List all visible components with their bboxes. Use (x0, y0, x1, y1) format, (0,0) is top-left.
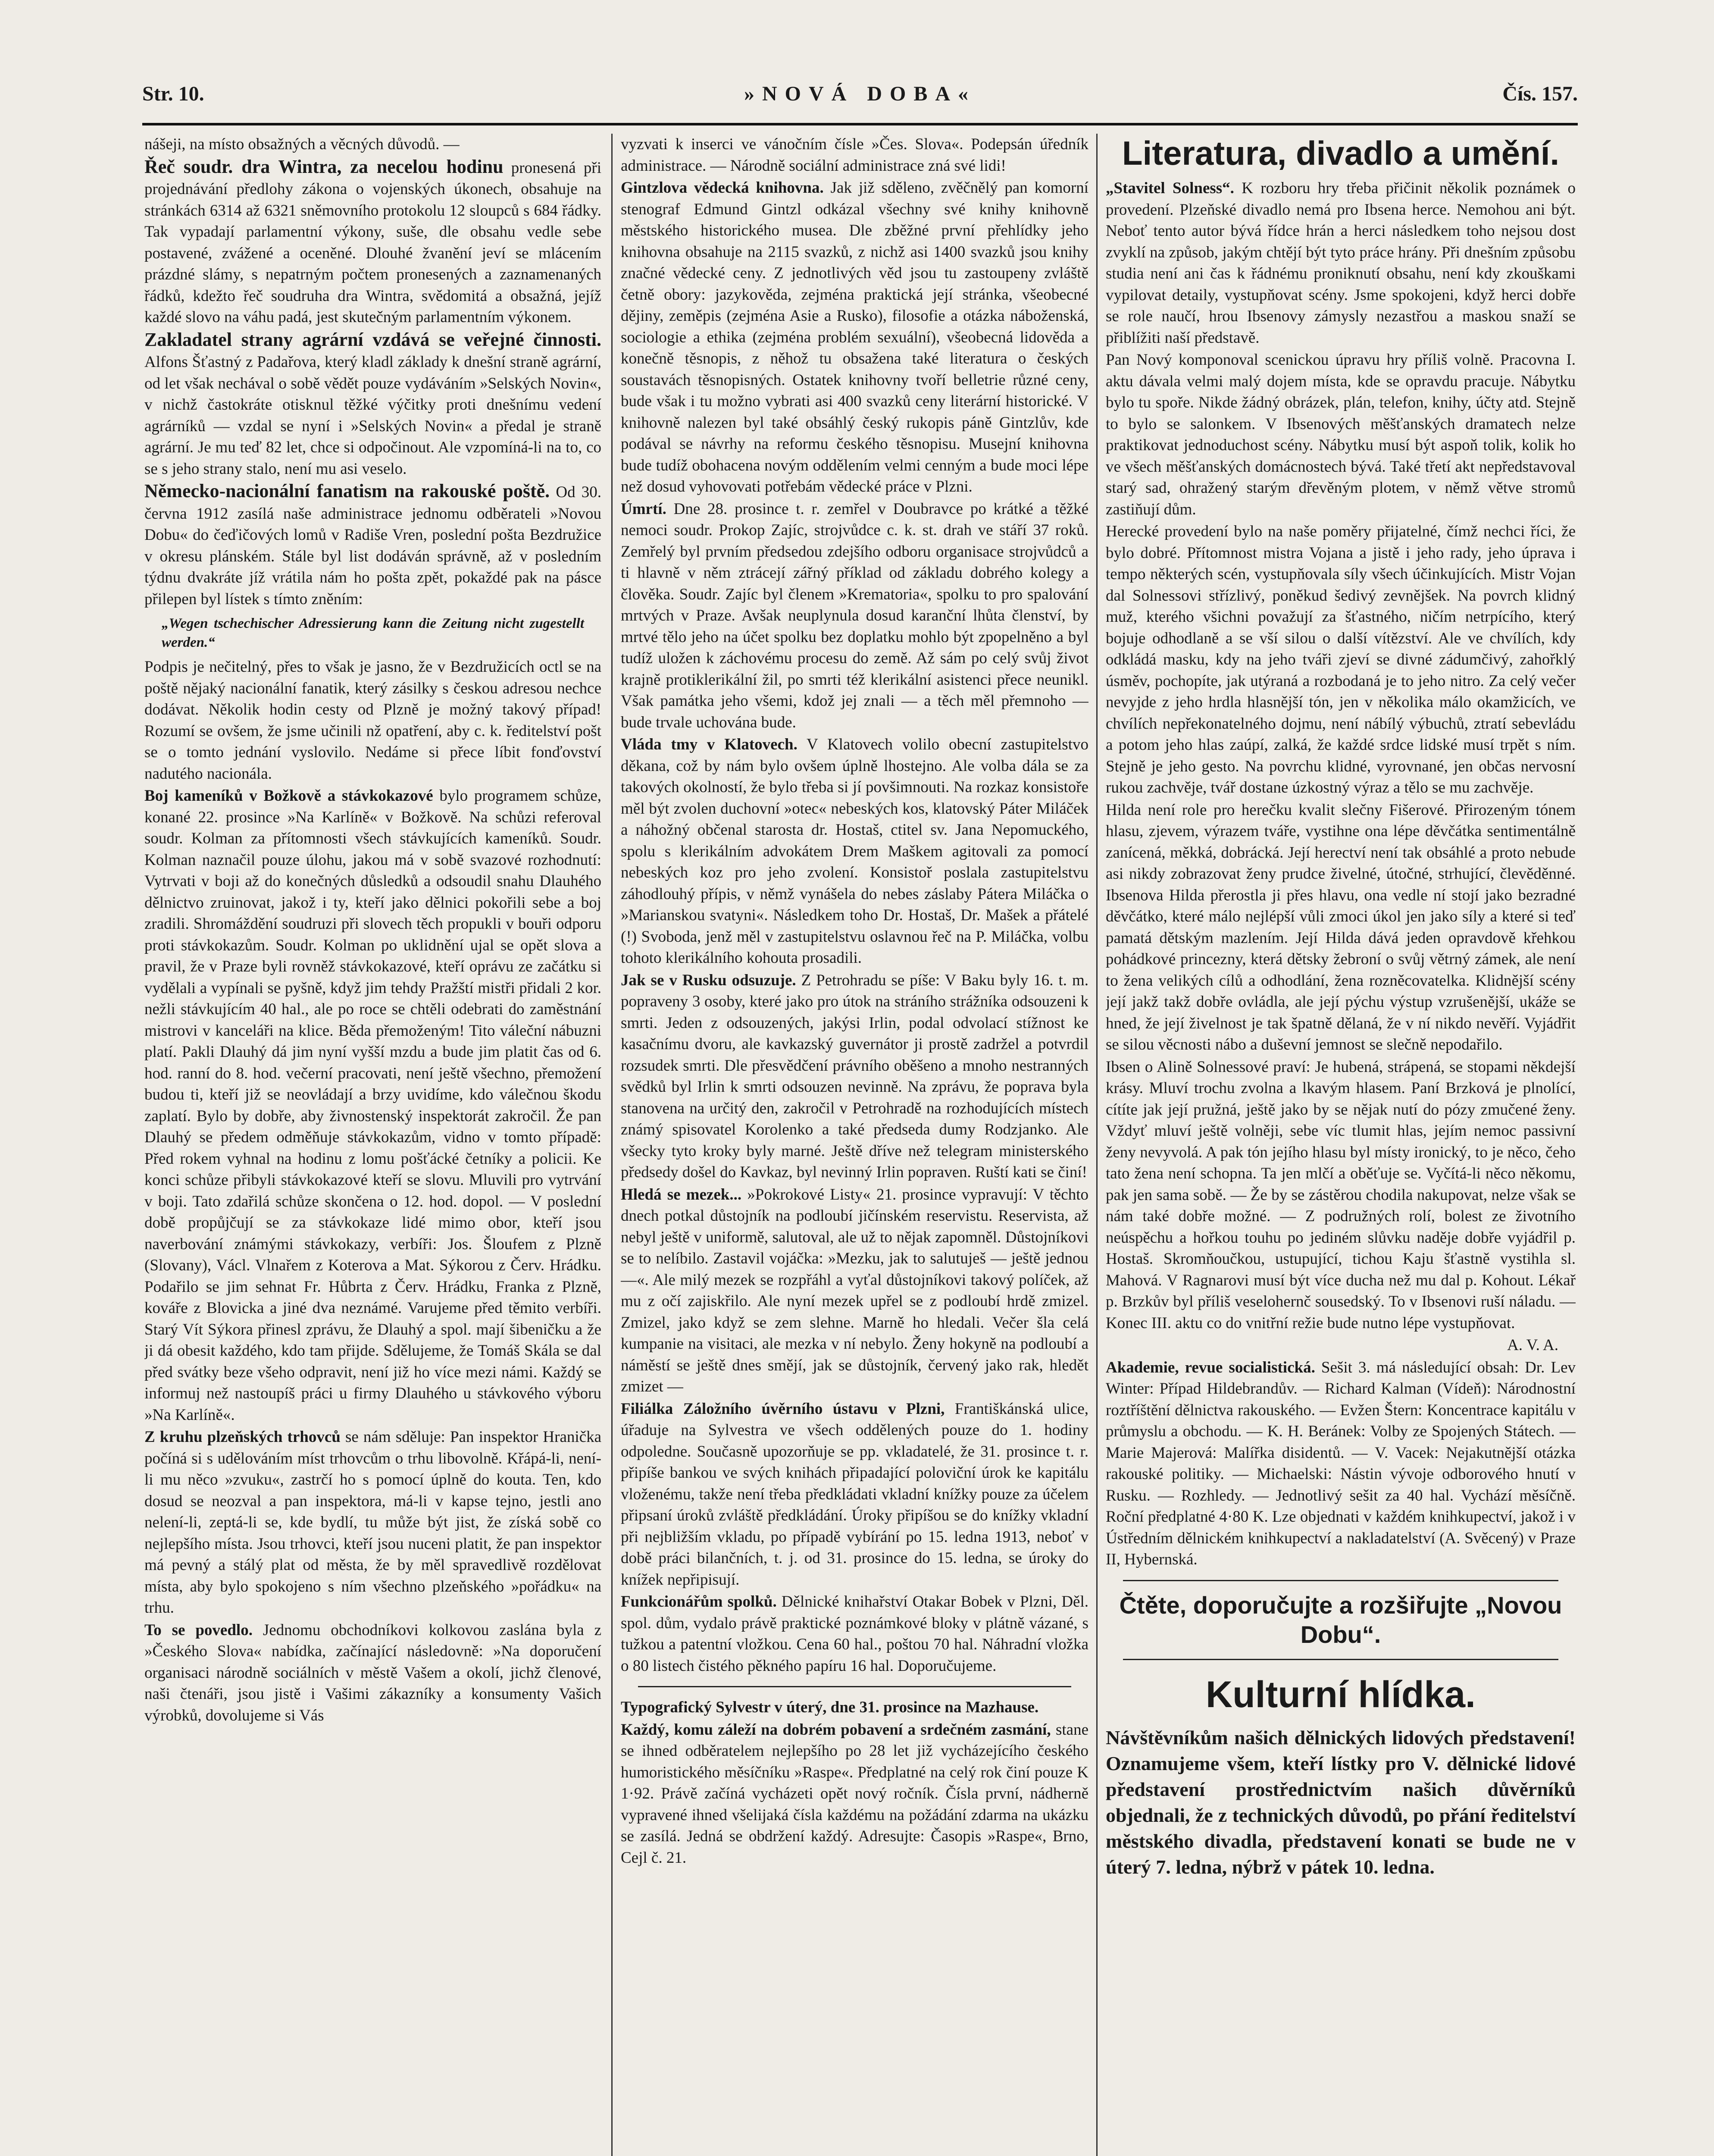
quoted-notice: „Wegen tschechischer Adressierung kann die Zeitung nicht zugestellt werden.“ (162, 616, 584, 650)
separator (1123, 1580, 1558, 1581)
article-heading: To se povedlo. (144, 1621, 253, 1639)
article-item (621, 498, 1088, 733)
article-heading: Zakladatel strany agrární vzdává se veřejné činnosti. (144, 329, 601, 350)
article-heading: Úmrtí. (621, 500, 666, 518)
article-item (621, 1591, 1088, 1677)
article-item (144, 1620, 601, 1727)
issue-number: Čís. 157. (1502, 82, 1578, 105)
column-divider (611, 134, 613, 2156)
paragraph: Pan Nový komponoval scenickou úpravu hry příliš volně. Pracovna I. aktu dávala velmi malý dojem místa, kde se opravdu pracuje. Nábytku bylo tu spoře. Nikde žádný obrázek, plán, telefon, knihy, účty atd. Stejně to bylo se salonkem. V Ibsenových měšťanských dramatech nelze praktikovat jednoduchost scény. Nábytku musí být aspoň tolik, kolik ho ve všech měšťanských domácnostech bývá. Také třetí akt nepředstavoval starý sad, ohražený starým dřevěným plotem, v němž větve stromů zastiňují dům. (1106, 351, 1576, 518)
paragraph: nášeji, na místo obsažných a věcných důvodů. — (144, 135, 460, 153)
article-heading: Jak se v Rusku odsuzuje. (621, 971, 796, 989)
article-item (144, 1426, 601, 1619)
article-text: Františkánská ulice, úřaduje na Sylvestra ve všech oddělených pouze do 1. hodiny odpoledne. Současně upozorňuje se pp. vkladatelé, že 31. prosince t. r. připíše bankou ve svých knihách připadající poloviční úrok ke kapitálu vloženému, takže není třeba předkládati vkladní knížky pouze za účelem připsaní úroků zvláště předkládání. Úroky připíšou se do knížky vkladní při nejbližším vkladu, po případě vybírání po 15. ledna 1913, neboť v době práci bilančních, t. j. od 31. prosince do 15. ledna, se úroky do knížek nepřipisují. (621, 1400, 1088, 1589)
page-header (142, 82, 1578, 112)
header-rule (142, 123, 1578, 125)
article-item (1106, 1357, 1576, 1570)
article-heading: Funkcionářům spolků. (621, 1593, 777, 1611)
article-heading: Gintzlova vědecká knihovna. (621, 179, 824, 197)
article-item (621, 1719, 1088, 1869)
article-item (144, 785, 601, 1426)
masthead: »NOVÁ DOBA« (744, 82, 976, 105)
separator (638, 1686, 1071, 1687)
article-text: bylo programem schůze, konané 22. prosince »Na Karlíně« v Božkově. Na schůzi referoval soudr. Kolman za přítomnosti všech stávkujících kameníků. Soudr. Kolman naznačil pouze úlohu, jakou má v sobě svazové rozhodnutí: Vytrvati v boji až do konečných důsledků a odsoudil snahu Dlauhého dělnictvo zruinovat, jakož i ty, kteří jako dělnici pokořili sebe a boj zradili. Shromáždění soudruzi při slovech těch propukli v bouři odporu proti stávkokazům. Soudr. Kolman po uklidnění ujal se opět slova a pravil, že v Praze byli rovněž stávkokazové, kteří oprávu ze začátku si vydělali a vypínali se pyšně, když jim tehdy Pražští mistři přidali 2 kor. nežli stávkujícím 40 hal., ale po roce se chtěli odebrati do zaměstnání mistrovi v kanceláři na klice. Běda přemoženým! Tito váleční nábuzni platí. Pakli Dlauhý dá jim nyní vyšší mzdu a bude jim platit čas od 6. hod. ranní do 8. hod. večerní pracovati, není ještě všechno, přemožení budou ti, kteří již se neovládají a brzy uvidíme, kdo válečnou škodu zaplatí. Bylo by dobře, aby živnostenský inspektorát zakročil. Že pan Dlauhý se předem odměňuje stávkokazům, vidno v tomto případě: Před rokem vyhnal na hodinu z lomu pošťácké četníky a policii. Ke konci schůze přibyli stávkokazové kteří se slovu. Mluvili pro vytrvání v boji. Tato zdařilá schůze skončena o 12. hod. dopol. — V poslední době propůjčují se za stávkokaze lidé mimo obor, kteří jsou naverbování známými stávkokazy, verbíři: Jos. Šloufem z Plzně (Slovany), Václ. Vlnařem z Koterova a Mat. Sýkorou z Červ. Hrádku. Podařilo se jim sehnat Fr. Hůbrta z Červ. Hrádku, Franka z Plzně, kováře z Blovicka a jiné dva neznámé. Varujeme před těmito verbíři. Starý Vít Sýkora přinesl zprávu, že Dlauhý a spol. mají šibeničku a že ji dá obesit každého, kdo tam přijde. Sdělujeme, že Tomáš Skála se dal před svátky beze všeho odpravit, není již ho více mezi námi. Každý se informuj než nastoupíš práci u firmy Dlauhého u stávkového výboru »Na Karlíně«. (144, 787, 601, 1424)
article-heading: Boj kameníků v Božkově a stávkokazové (144, 787, 433, 805)
article-text: Sešit 3. má následující obsah: Dr. Lev Winter: Případ Hildebrandův. — Richard Kalman (Vídeň): Národnostní roztříštění dělnictva rakouského. — Evžen Štern: Koncentrace kapitálu v průmyslu a obchodu. — K. H. Beránek: Volby ze Spojených Státech. — Marie Majerová: Malířka disidentů. — V. Vacek: Nejakutnější otázka rakouské politiky. — Michaelski: Nástin vývoje odborového hnutí v Rusku. — Rozhledy. — Jednotlivý sešit za 40 hal. Vychází měsíčně. Roční předplatné 4·80 K. Lze objednati v každém knihkupectví, jakož i v Ústředním dělnickém knihkupectví a nakladatelství (A. Svěcený) v Praze II, Hybernská. (1106, 1358, 1576, 1568)
article-item (144, 480, 601, 610)
section-title: Kulturní hlídka. (1206, 1673, 1476, 1715)
signature: A. V. A. (1507, 1336, 1558, 1354)
article-text: Dělnické knihařství Otakar Bobek v Plzni, Děl. spol. dům, vydalo právě praktické poznámkové bloky v plátně vázané, s tužkou a patentní vložkou. Cena 60 hal., poštou 70 hal. Náhradní vložka o 80 listech čistého pěkného papíru 16 hal. Doporučujeme. (621, 1593, 1088, 1675)
article-text: Jednomu obchodníkovi kolkovou zaslána byla z »Českého Slova« nabídka, začínající následovně: »Na doporučení organisaci národně sociálních v městě Vašem a okolí, jichž členové, naši čtenáři, jsou jistě i Vašimi zákazníky a konsumenty Vašich výrobků, dovolujeme si Vás (144, 1621, 601, 1724)
article-heading: Z kruhu plzeňských trhovců (144, 1428, 341, 1446)
article-text: Alfons Šťastný z Padařova, který kladl základy k dnešní straně agrární, od let však nechával o sobě vědět pouze vydáváním »Selských Novin«, v nichž častokráte otisknul těžké výčitky proti dnešnímu vedení agrárníků — vzdal se nyní i »Selských Novin« a předal je straně agrární. Je mu teď 82 let, chce si odpočinout. Ale vzpomíná-li na to, co se s jeho strany stalo, není mu asi veselo. (144, 353, 601, 478)
article-heading: Řeč soudr. dra Wintra, za necelou hodinu (144, 156, 504, 177)
paragraph: Hilda není role pro herečku kvalit slečny Fišerové. Přirozeným tónem hlasu, zjevem, výrazem tváře, vystihne ona lépe děvčátka sentimentálně zanícená, měkká, dobrácká. Její herectví není tak obsáhlé a proto nebude asi nikdy zobrazovat ženy prudce živelné, útočné, strhující, člevěděnné. Ibsenova Hilda přerostla ji přes hlavu, ona vedle ní stojí jako bezradné děvčátko, které málo nejlépší vůli zmoci úkol jen jako síly a které si teď pamatá dětským mazlením. Její Hilda dává jeden opravdově křehkou pohádkové princezny, která dětsky žebroní o svůj větrný zámek, ale není to žena velikých cílů a odhodlání, žena rozněcovatelka. Klidnější scény její jakž takž dobře ovládla, ale její pýchu výstup vzrušenější, ukáže se hned, že její živelnost je tak špatně dělaná, že v ní nikdo nevěří. Vyjádřit se silou věcnosti nábo a duševní jemnost se slečně nepodařilo. (1106, 801, 1576, 1053)
article-heading: Německo-nacionální fanatism na rakouské poště. (144, 480, 550, 501)
article-heading: Typografický Sylvestr v úterý, dne 31. prosince na Mazhause. (621, 1698, 1039, 1716)
article-item (621, 1398, 1088, 1591)
article-item (144, 329, 601, 480)
article-text: pronesená při projednávání předlohy zákona o vojenských úkonech, obsahuje na stránkách 6314 až 6321 sněmovního protokolu 12 sloupců s 684 řádky. Tak vypadají parlamentní výkony, suše, dle obsahu vedle sebe postavené, zvážené a oceněné. Dlouhé žvanění jeví se mlácením prázdné slámy, s nepatrným počtem pronesených a zaznamenaných řádků, kdežto řeč soudruha dra Wintra, svědomitá a obsažná, jejíž každé slovo na váhu padá, jest skutečným parlamentním výkonem. (144, 159, 601, 326)
article-text: Jak již sděleno, zvěčnělý pan komorní stenograf Edmund Gintzl odkázal všechny své knihy knihovně městského historického musea. Dle zběžné první přehlídky jeho knihovna obsahuje na 2115 svazků, z nichž asi 1400 svazků jsou knihy značné vědecké ceny. Z jednotlivých věd jsou tu zastoupeny zvláště četně obory: jazykověda, zejména praktická její stránka, všeobecné dějiny, zeměpis (zejména Asie a Rusko), filosofie a otázka náboženská, sociologie a ethika (zejména problém sexuální), všeobecná lidověda a konečně těsnopis, z něhož tu obsažena také literatura o českých soustavách těsnopisných. Ostatek knihovny tvoří belletrie různé ceny, bude však i tu možno vybrati asi 400 svazků ceny literární historické. V knihovně nalezen byl také obsáhlý český rukopis páně Gintzlův, kde podával se návrhy na reformu českého těsnopisu. Musejní knihovna bude tudíž obohacena novým oddělením velmi cenným a bude moci lépe než dosud vyhovovati potřebám vědecké práce v Plzni. (621, 179, 1088, 495)
column-2 (621, 134, 1088, 2156)
article-heading: Každý, komu záleží na dobrém pobavení a srdečném zasmání, (621, 1720, 1051, 1739)
paragraph: vyzvati k inserci ve vánočním čísle »Čes. Slova«. Podepsán úředník administrace. — Národně sociální administrace zná své lidi! (621, 135, 1088, 175)
article-text: K rozboru hry třeba přičinit několik poznámek o provedení. Plzeňské divadlo nemá pro Ibsena herce. Nemohou ani být. Neboť tento autor bývá řídce hrán a herci následkem toho nejsou dost zvyklí na způsob, jakým chtějí být tyto práce hrány. Při dnešním způsobu studia není ani čas k řádnému proniknutí obsahu, není kdy zkouškami vypilovat detaily, vystupňovat scény. Jsme spokojeni, když herci dobře se role naučí, hrou Ibsenovy zámysly nezastřou a maskou snaží se přiblížiti naší představě. (1106, 179, 1576, 347)
article-heading: Akademie, revue socialistická. (1106, 1358, 1315, 1376)
separator (1123, 1659, 1558, 1660)
article-heading: Filiálka Záložního úvěrního ústavu v Plzni, (621, 1400, 945, 1418)
article-text: V Klatovech volilo obecní zastupitelstvo děkana, což by nám bylo ovšem úplně lhostejno. Ale volba dála se za takových okolností, že bylo třeba si jí povšimnouti. Na rozkaz konsistoře měl být zvolen duchovní »otec« nebeských kos, klatovský Páter Miláček a náhožný občenal starosta dr. Hostaš, ctitel sv. Jana Nepomuckého, spolu s klerikálním advokátem Drem Maškem agitovali za pomocí nebeských koz pro jeho zvolení. Konsistoř poslala zastupitelstvu záhodlouhý přípis, v němž vynášela do nebes záslaby Pátera Miláčka o »Marianskou svatyni«. Následkem toho Dr. Hostaš, Dr. Mašek a přátelé (!) Svoboda, jenž měl v zastupitelstvu oslavnou řeč na P. Miláčka, volbu tohoto klerikálního kohouta prosadili. (621, 736, 1088, 967)
column-3 (1106, 134, 1576, 2156)
section-title: Literatura, divadlo a umění. (1122, 134, 1560, 172)
article-text: stane se ihned odběratelem nejlepšího po 28 let již vycházejícího českého humoristického měsíčníku »Raspe«. Předplatné na celý rok činí pouze K 1·92. Právě začíná vycházeti opět nový ročník. Čísla první, nádherně vypravené ihned všelijaká čísla každému na požádání zdarma na ukázku se zasílá. Jedná se obdržení každý. Adresujte: Časopis »Raspe«, Brno, Cejl č. 21. (621, 1720, 1088, 1867)
column-divider (1096, 134, 1098, 2156)
page-number: Str. 10. (142, 82, 204, 105)
article-text: Z Petrohradu se píše: V Baku byly 16. t. m. popraveny 3 osoby, které jako pro útok na stráního strážníka odsouzeni k smrti. Jeden z odsouzených, jakýsi Irlin, podal odvolací stížnost ke kasačnímu dvoru, ale kavkazský guvernátor ji prostě zadržel a potvrdil rozsudek smrti. Dle přesvědčení právního oběšeno a mnoho nestranných svědků byl Irlin k smrti odsouzen nevinně. Na zprávu, že poprava byla stanovena na určitý den, zakročil v Petrohradě na rozhodujících místech známý spisovatel Korolenko a také předseda dumy Rodzjanko. Ale všecky tyto kroky byly marné. Ještě dříve než telegram ministerského předsedy došel do Kavkaz, byl nevinný Irlin popraven. Ruští kati se činí! (621, 971, 1088, 1181)
article-text: »Pokrokové Listy« 21. prosince vypravují: V těchto dnech potkal důstojník na podloubí jičínském reservistu. Reservista, až nebyl ještě v uniformě, salutoval, ale už to nějak zapomněl. Důstojníkovi se to nelíbilo. Zastavil vojáčka: »Mezku, jak to salutuješ — ještě jednou —«. Ale milý mezek se rozpřáhl a vyťal důstojníkovi takový políček, až mu z očí zajiskřilo. Ale nyní mezek upřel se z podloubí hrdě zmizel. Zmizel, jako když se zem slehne. Marně ho hledali. Večer šla celá kumpanie na visitaci, ale mezka v ní nebylo. Ženy hokyně na podloubí a náměstí se ještě dnes smějí, jak se důstojník, červený jako rak, hledět zmizet — (621, 1185, 1088, 1395)
article-heading: Vláda tmy v Klatovech. (621, 736, 798, 753)
article-text: Dne 28. prosince t. r. zemřel v Doubravce po krátké a těžké nemoci soudr. Prokop Zajíc, strojvůdce c. k. st. drah ve stáří 37 roků. Zemřelý byl prvním předsedou zdejšího odboru organisace strojvůdců a ti hlavně v něm ztrácejí zářný příklad od základu dobrého kolegy a člověka. Soudr. Zajíc byl členem »Krematoria«, spolku to pro spalování mrtvých v Praze. Avšak neuplynula dosud karanční lhůta členství, by mrtvé tělo jeho na účet spolku bez doplatku mohlo být zpopelněno a byl tudíž uložen k záchovému procesu do země. Až sám po celý svůj život krajně protiklerikální žil, po smrti též klerikální asistenci přece neunikl. Však památka jeho všemi, kdož jej znali — a těch měl přemnoho — bude trvale uchována bude. (621, 500, 1088, 731)
article-heading: „Stavitel Solness“. (1106, 179, 1234, 197)
column-1 (144, 134, 601, 2156)
article-item (144, 156, 601, 328)
paragraph: Herecké provedení bylo na naše poměry přijatelné, čímž nechci říci, že bylo dobré. Přítomnost mistra Vojana a jistě i jeho rady, jeho úprava i tempo některých scén, vystupňovala síly všech účinkujících. Mistr Vojan dal Solnessovi střízlivý, poněkud šedivý zevnějšek. Na povrch klidný muž, kterého všichni považují za šťastného, ničím netrpícího, který bojuje odhodlaně a se vší silou o další vítězství. Ale ve chvílích, kdy odkládá masku, kdy na jeho tváři zjeví se divné zádumčivý, zahořklý úsměv, pochopíte, jak utýraná a rozbodaná je to jeho nitro. Za celý večer nevyjde z jeho hrdla hlasnější tón, jen v několika málo okamžicích, ve chvílích nepřekonatelného dojmu, není nábílý výbuchů, ztratí sebevládu a potom jeho hlas zaúpí, zalká, že každé srdce lidské musí trpět s ním. Stejně je jeho gesto. Na povrchu klidné, vyrovnané, jen občas nervosní rukou zachvěje, tvář dostane úzkostný výraz a tělo se mu zachvěje. (1106, 523, 1576, 796)
article-heading: Hledá se mezek... (621, 1185, 742, 1203)
paragraph: Podpis je nečitelný, přes to však je jasno, že v Bezdružicích octl se na poště nějaký nacionální fanatik, který zásilky s českou adresou nechce dodávat. Několik hodin cesty od Plzně je možný takový případ! Rozumí se ovšem, že jsme učinili nž opatření, aby c. k. ředitelství pošt se o tomto jednání vyslovilo. Nedáme si přece líbit fonďovství nadutého nacionála. (144, 658, 601, 783)
promo-banner: Čtěte, doporučujte a rozšiřujte „Novou Dobu“. (1119, 1591, 1562, 1648)
article-item (621, 1184, 1088, 1398)
paragraph: Ibsen o Alině Solnessové praví: Je hubená, strápená, se stopami někdejší krásy. Mluví trochu zvolna a lkavým hlasem. Paní Brzková je plnolící, cítíte jak její pružná, ještě jako by se nějak nutí do pózy zmučené ženy. Vždyť mluví ještě volněji, sebe víc tlumit hlas, jejím nemoc passivní ženy nevyvolá. A pak tón jejího hlasu byl místy ironický, to je něco, čeho tato žena není schopna. Ta jen mlčí a oběťuje se. Vyčítá-li něco někomu, pak jen sama sobě. — Že by se zástěrou chodila nakupovat, nelze však se nám také dobře možné. — Z podružných rolí, bolest ze životního neúspěchu a hořkou touhu po jediném slůvku naděje dobře vyjádřil p. Hostaš. Skromňoučkou, ustupující, tichou Kaju šťastně vystihla sl. Mahová. V Ragnarovi musí být více ducha než mu dal p. Kohout. Lékař p. Brzkův byl příliš veselohernč sousedský. To v Ibsenovi ruší náladu. — Konec III. aktu co do vnitřní režie bude nutno lépe vystupňovat. (1106, 1058, 1576, 1332)
article-item (621, 734, 1088, 969)
announcement: Návštěvníkům našich dělnických lidových představení! Oznamujeme všem, kteří lístky pro V. dělnické lidové představení prostřednictvím našich důvěrníků objednali, že z technických důvodů, po přání ředitelství městského divadla, představení konati se bude ne v úterý 7. ledna, nýbrž v pátek 10. ledna. (1106, 1726, 1576, 1878)
article-text: se nám sděluje: Pan inspektor Hranička počíná si s udělováním míst trhovcům o trhu libovolně. Křápá-li, není-li mu něco »zvuku«, zastrčí ho s pomocí úplně do kouta. Ten, kdo dosud se neozval a pan inspektora, má-li v kapse tejno, jestli ano nelení-li, zeptá-li se, kde bydlí, tu může být jist, že získá sobě co nejlepšího místa. Jsou trhovci, kteří jsou nuceni platit, že pan inspektor má pevný a stálý plat od města, že by měl spravedlivě rozdělovat místa, aby bylo spokojeno s ním všechno plzeňského »pořádku« na trhu. (144, 1428, 601, 1617)
article-text: Od 30. června 1912 zasílá naše administrace jednomu odběrateli »Novou Dobu« do čeďičových lomů v Radiše Vren, poslední pošta Bezdružice v okresu plánském. Stále byl list dodáván správně, až v posledním týdnu dvakráte jíž vrátila nám ho pošta zpět, pokaždé pak na pásce přilepen byl lístek s tímto zněním: (144, 483, 601, 608)
article-item (621, 177, 1088, 498)
article-item (621, 970, 1088, 1183)
article-item (1106, 178, 1576, 348)
